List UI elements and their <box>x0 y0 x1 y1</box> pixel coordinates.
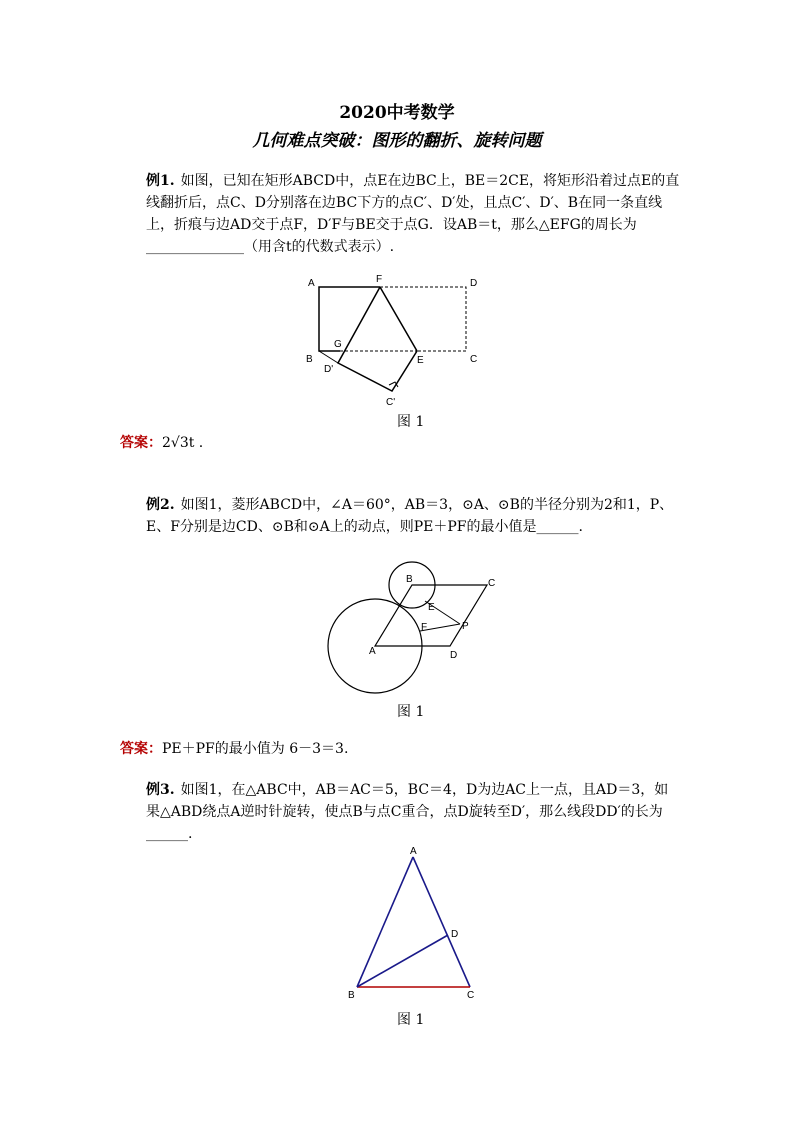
problem-2-text: 如图1，菱形ABCD中，∠A＝60°，AB＝3，⊙A、⊙B的半径分别为2和1，P、E、F分别是边CD、⊙B和⊙A上的动点，则PE＋PF的最小值是______. <box>146 497 674 535</box>
figure-1-caption: 图 1 <box>397 414 425 430</box>
problem-3-label: 例3. <box>146 782 175 798</box>
figure-1 <box>300 270 500 410</box>
fig1-label-G: G <box>334 339 342 350</box>
page-title: 2020中考数学 <box>339 103 455 123</box>
figure-2-caption: 图 1 <box>397 704 425 720</box>
problem-2 <box>146 494 681 538</box>
problem-3-text: 如图1，在△ABC中，AB＝AC＝5，BC＝4，D为边AC上一点，且AD＝3，如果△ABD绕点A逆时针旋转，使点B与点C重合，点D旋转至D′，那么线段DD′的长为______. <box>146 782 669 842</box>
fig2-label-P: P <box>462 621 469 632</box>
fig2-label-D: D <box>450 650 458 661</box>
fig1-label-F: F <box>376 274 383 285</box>
fig1-label-D-prime: D' <box>324 364 334 375</box>
fig3-label-A: A <box>410 846 417 857</box>
fig1-label-E: E <box>417 355 424 366</box>
problem-1-text: 如图，已知在矩形ABCD中，点E在边BC上，BE＝2CE，将矩形沿着过点E的直线翻折后，点C、D分别落在边BC下方的点C′、D′处，且点C′、D′、B在同一条直线上，折痕与边AD交于点F，D′F与BE交于点G．设AB＝t，那么△EFG的周长为______________（用含t的代数式表示）. <box>146 173 680 255</box>
page-subtitle: 几何难点突破：图形的翻折、旋转问题 <box>252 131 542 151</box>
fig1-label-B: B <box>306 354 313 365</box>
problem-2-label: 例2. <box>146 497 175 513</box>
figure-2 <box>320 558 510 698</box>
fig1-label-D: D <box>470 278 478 289</box>
fig3-label-C: C <box>467 990 475 1001</box>
fig2-label-A: A <box>369 646 376 657</box>
fig1-label-C: C <box>470 354 478 365</box>
fig3-label-D: D <box>451 929 459 940</box>
answer-1-label: 答案： <box>120 435 162 451</box>
problem-3 <box>146 779 681 845</box>
figure-3 <box>340 842 490 1007</box>
fig1-label-A: A <box>308 278 315 289</box>
fig1-label-C-prime: C' <box>386 397 396 408</box>
answer-2 <box>120 738 348 758</box>
fig2-label-E: E <box>428 602 435 613</box>
answer-2-text: PE＋PF的最小值为 6－3＝3. <box>162 741 349 757</box>
answer-2-label: 答案： <box>120 741 162 757</box>
fig2-label-F: F <box>421 622 428 633</box>
fig3-label-B: B <box>348 990 355 1001</box>
answer-1 <box>120 432 203 452</box>
problem-1 <box>146 170 681 258</box>
answer-1-text: 2√3t . <box>162 435 204 451</box>
fig2-label-C: C <box>488 578 496 589</box>
figure-3-caption: 图 1 <box>397 1012 425 1028</box>
problem-1-label: 例1. <box>146 173 175 189</box>
fig2-label-B: B <box>406 574 413 585</box>
